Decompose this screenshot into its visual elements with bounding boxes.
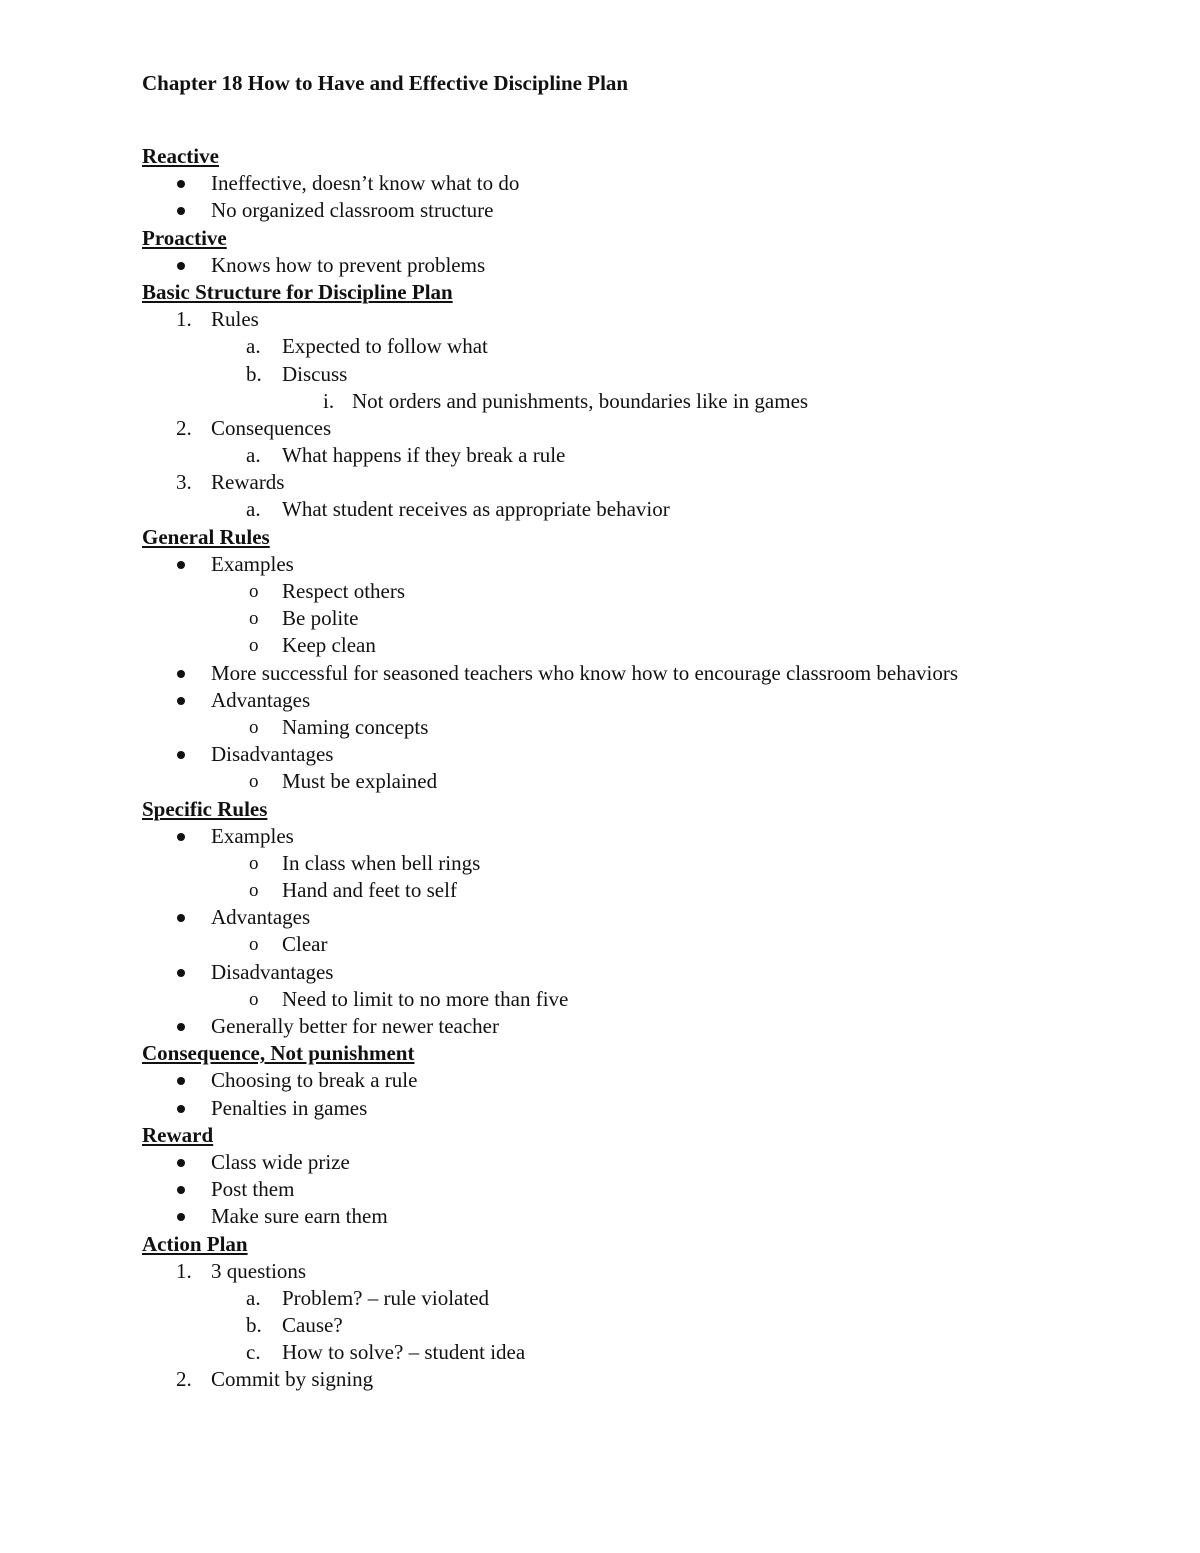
bullet-icon <box>177 262 185 270</box>
sub-bullet-item: o Be polite <box>142 605 1142 632</box>
bullet-icon <box>177 1159 185 1167</box>
bullet-item: Disadvantages <box>142 741 1142 768</box>
bullet-item: Make sure earn them <box>142 1203 1142 1230</box>
section-heading: Reward <box>142 1122 214 1147</box>
bullet-icon <box>177 561 185 569</box>
circle-bullet-icon: o <box>249 581 259 602</box>
bullet-item: Class wide prize <box>142 1149 1142 1176</box>
section-heading: Consequence, Not punishment <box>142 1041 415 1066</box>
section-heading: Specific Rules <box>142 796 268 821</box>
bullet-icon <box>177 833 185 841</box>
numbered-item: 1. 3 questions <box>176 1258 307 1283</box>
document-title: Chapter 18 How to Have and Effective Discipline Plan <box>142 71 629 95</box>
lettered-item: a. What student receives as appropriate behavior <box>246 497 670 522</box>
bullet-item: Choosing to break a rule <box>142 1067 1142 1094</box>
section-heading: Basic Structure for Discipline Plan <box>142 279 453 304</box>
circle-bullet-icon: o <box>249 852 259 874</box>
bullet-icon <box>177 207 185 215</box>
bullet-item: Examples <box>142 551 1142 578</box>
numbered-item: 3. Rewards <box>176 470 285 495</box>
bullet-icon <box>177 180 185 188</box>
lettered-item: c. How to solve? – student idea <box>246 1340 526 1365</box>
bullet-icon <box>177 1186 185 1194</box>
bullet-item: Advantages <box>142 687 1142 714</box>
roman-item: i. Not orders and punishments, boundaries like in games <box>323 388 809 413</box>
circle-bullet-icon: o <box>249 934 259 956</box>
numbered-item: 2. Commit by signing <box>176 1367 374 1392</box>
lettered-item: b. Cause? <box>246 1313 343 1338</box>
bullet-item: Examples <box>142 823 1142 850</box>
bullet-icon <box>177 670 185 678</box>
bullet-item: More successful for seasoned teachers who know how to encourage classroom behaviors <box>142 660 1142 687</box>
circle-bullet-icon: o <box>249 635 259 657</box>
bullet-item: No organized classroom structure <box>142 197 1142 224</box>
bullet-icon <box>177 914 185 922</box>
bullet-icon <box>177 969 185 977</box>
bullet-icon <box>177 697 185 705</box>
document-body <box>142 143 1142 1394</box>
lettered-item: a. Problem? – rule violated <box>246 1285 490 1310</box>
numbered-item: 2. Consequences <box>176 415 332 440</box>
bullet-icon <box>177 1105 185 1113</box>
lettered-item: b. Discuss <box>246 361 348 386</box>
bullet-item: Post them <box>142 1176 1142 1203</box>
bullet-item: Generally better for newer teacher <box>142 1013 1142 1040</box>
section-heading: General Rules <box>142 524 270 549</box>
sub-bullet-item: o Must be explained <box>142 768 1142 795</box>
numbered-item: 1. Rules <box>176 307 259 332</box>
bullet-item: Knows how to prevent problems <box>142 252 1142 279</box>
section-heading: Reactive <box>142 144 219 168</box>
sub-bullet-item: o Need to limit to no more than five <box>142 986 1142 1013</box>
circle-bullet-icon: o <box>249 771 259 793</box>
sub-bullet-item: o Clear <box>142 931 1142 958</box>
bullet-icon <box>177 1077 185 1085</box>
sub-bullet-item: o Naming concepts <box>142 714 1142 741</box>
sub-bullet-item: o Respect others <box>142 578 1142 605</box>
circle-bullet-icon: o <box>249 608 259 630</box>
lettered-item: a. Expected to follow what <box>246 334 488 359</box>
section-heading: Action Plan <box>142 1231 248 1256</box>
sub-bullet-item: o Keep clean <box>142 632 1142 659</box>
circle-bullet-icon: o <box>249 988 259 1010</box>
circle-bullet-icon: o <box>249 716 259 738</box>
bullet-item: Ineffective, doesn’t know what to do <box>142 170 1142 197</box>
bullet-item: Advantages <box>142 904 1142 931</box>
bullet-icon <box>177 751 185 759</box>
circle-bullet-icon: o <box>249 880 259 902</box>
sub-bullet-item: o Hand and feet to self <box>142 877 1142 904</box>
bullet-icon <box>177 1213 185 1221</box>
section-heading: Proactive <box>142 225 227 250</box>
bullet-item: Penalties in games <box>142 1095 1142 1122</box>
sub-bullet-item: o In class when bell rings <box>142 850 1142 877</box>
bullet-item: Disadvantages <box>142 959 1142 986</box>
bullet-icon <box>177 1023 185 1031</box>
lettered-item: a. What happens if they break a rule <box>246 443 566 468</box>
